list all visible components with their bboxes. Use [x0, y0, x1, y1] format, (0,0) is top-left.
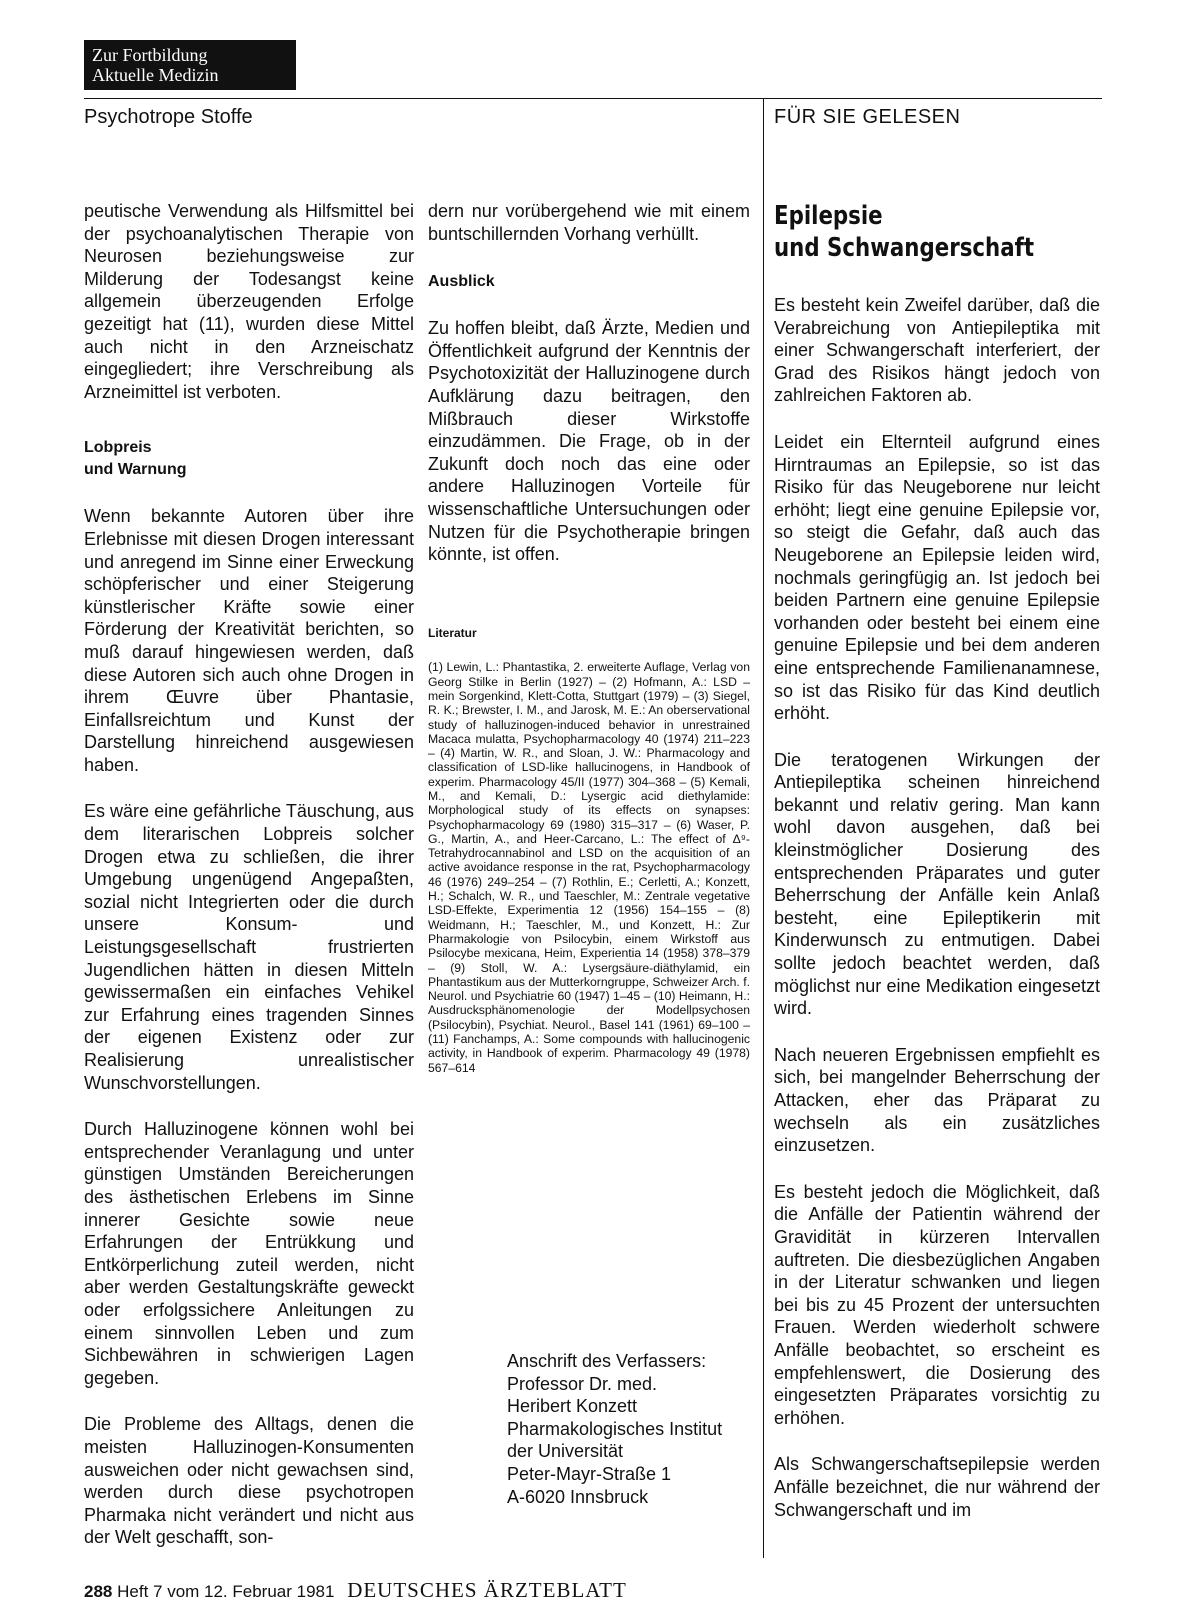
paragraph: Als Schwangerschaftsepilepsie werden Anfälle bezeichnet, die nur während der Schwangerschaft und im — [774, 1454, 1100, 1520]
section-badge — [84, 40, 296, 90]
paragraph: Es besteht kein Zweifel darüber, daß die Verabreichung von Antiepileptika mit einer Schwangerschaft interferiert, der Grad des Risikos hängt jedoch von zahlreichen Faktoren ab. — [774, 295, 1100, 406]
badge-line-1: Zur Fortbildung — [92, 45, 208, 65]
issue-info: Heft 7 vom 12. Februar 1981 — [117, 1582, 335, 1601]
references-list: (1) Lewin, L.: Phantastika, 2. erweiterte Auflage, Verlag von Georg Stilke in Berlin (1927) – (2) Hofmann, A.: LSD – mein Sorgenkind, Klett-Cotta, Stuttgart (1979) – (3) Siegel, R. K.; Brewster, I. M., and Jarosk, M. E.: An oberservational study of halluzinogen-induced behavior in unrestrained Macaca mulatta, Psychopharmacology 40 (1974) 211–223 – (4) Martin, W. R., and Sloan, J. W.: Pharmacology and classification of LSD-like hallucinogens, in Handbook of experim. Pharmacology 45/II (1977) 304–368 – (5) Kemali, M., and Kemali, D.: Lysergic acid diethylamide: Morphological study of its effects on synapses: Psychopharmacology 69 (1980) 315–317 – (6) Waser, P. G., Martin, A., and Heer-Carcano, L.: The effect of Δ⁹-Tetrahydrocannabinol and LSD on the acquisition of an active avoidance response in the rat, Psychopharmacology 46 (1976) 249–254 – (7) Rothlin, E.; Cerletti, A.; Konzett, H.; Schalch, W. R., und Taeschler, M.: Zentrale vegetative LSD-Effekte, Experimentia 12 (1956) 154–155 – (8) Weidmann, H.; Taeschler, M., und Konzett, H.: Zur Pharmakologie von Psilocybin, einem Wirkstoff aus Psilocybe mexicana, Heim, Experientia 14 (1958) 378–379 – (9) Stoll, W. A.: Lysergsäure-diäthylamid, ein Phantastikum aus der Mutterkorngruppe, Schweizer Arch. f. Neurol. und Psychiatrie 60 (1947) 1–45 – (10) Heimann, H.: Ausdrucksphänomenologie der Modellpsychosen (Psilocybin), Psychiat. Neurol., Basel 141 (1961) 69–100 – (11) Fanchamps, A.: Some compounds with hallucinogenic activity, in Handbook of experim. Pharmacology 49 (1978) 567–614 — [428, 660, 750, 1075]
paragraph: Wenn bekannte Autoren über ihre Erlebnisse mit diesen Drogen interessant und anregend im Sinne einer Erweckung schöpferischer und einer Steigerung künstlerischer Kräfte sowie einer Förderung der Kreativität berichten, so muß darauf hingewiesen werden, daß diese Autoren sich auch ohne Drogen in ihrem Œuvre über Phantasie, Einfallsreichtum und Kunst der Darstellung hinreichend ausgewiesen haben. — [84, 506, 414, 775]
title-line: und Schwangerschaft — [774, 233, 1035, 263]
page-number: 288 — [84, 1582, 113, 1601]
paragraph: peutische Verwendung als Hilfsmittel bei der psychoanalytischen Therapie von Neurosen beziehungsweise zur Milderung der Todesangst keine allgemein überzeugenden Erfolge gezeitigt hat (11), wurden diese Mittel auch nicht in den Arzneischatz eingegliedert; ihre Verschreibung als Arzneimittel ist verboten. — [84, 201, 414, 402]
address-line: Heribert Konzett — [507, 1396, 638, 1417]
column-divider — [763, 98, 764, 1558]
badge-line-2: Aktuelle Medizin — [92, 65, 219, 85]
paragraph: Es besteht jedoch die Möglichkeit, daß die Anfälle der Patientin während der Gravidität in kürzeren Intervallen auftreten. Die diesbezüglichen Angaben in der Literatur schwanken und liegen bei bis zu 45 Prozent der untersuchten Frauen. Werden wiederholt schwere Anfälle beobachtet, so erscheint es empfehlenswert, die Dosierung des eingesetzten Präparates vorsichtig zu erhöhen. — [774, 1181, 1100, 1428]
journal-name: DEUTSCHES ÄRZTEBLATT — [347, 1578, 627, 1602]
paragraph: Zu hoffen bleibt, daß Ärzte, Medien und Öffentlichkeit aufgrund der Kenntnis der Psychotoxizität der Halluzinogene durch Aufklärung dazu beitragen, den Mißbrauch dieser Wirkstoffe einzudämmen. Die Frage, ob in der Zukunft doch noch das eine oder andere Halluzinogen Vorteile für wissenschaftliche Untersuchungen oder Nutzen für die Psychotherapie bringen könnte, ist offen. — [428, 318, 750, 565]
subheading-lobpreis — [84, 437, 414, 481]
paragraph: Durch Halluzinogene können wohl bei entsprechender Veranlagung und unter günstigen Umständen Bereicherungen des ästhetischen Erlebens im Sinne innerer Gesichte sowie neue Erfahrungen der Entrükkung und Entkörperlichung zuteil werden, nicht aber werden Gestaltungskräfte geweckt oder erfolgssichere Anleitungen zu einem sinnvollen Leben und zum Sichbewähren in schwierigen Lagen gegeben. — [84, 1119, 414, 1388]
paragraph: Die teratogenen Wirkungen der Antiepileptika scheinen hinreichend bekannt und relativ gering. Man kann wohl davon ausgehen, daß bei kleinstmöglicher Dosierung des entsprechenden Präparates und guter Beherrschung der Anfälle kein Anlaß besteht, eine Epileptikerin mit Kinderwunsch zu entmutigen. Dabei sollte jedoch beachtet werden, daß möglichst nur eine Medikation eingesetzt wird. — [774, 749, 1100, 1019]
subheading-line: Lobpreis — [84, 439, 152, 457]
article-title — [774, 200, 1041, 264]
header-rule — [84, 98, 1102, 99]
article-column-3 — [774, 200, 1100, 1545]
article-column-2 — [428, 200, 750, 1099]
address-line: Pharmakologisches Institut — [507, 1418, 723, 1439]
title-line: Epilepsie — [774, 201, 883, 231]
address-line: der Universität — [507, 1441, 624, 1462]
section-title-left: Psychotrope Stoffe — [84, 106, 253, 128]
paragraph: Nach neueren Ergebnissen empfiehlt es sich, bei mangelnder Beherrschung der Attacken, eher das Präparat zu wechseln als ein zusätzliches einzusetzen. — [774, 1044, 1100, 1156]
address-line: Peter-Mayr-Straße 1 — [507, 1463, 672, 1484]
paragraph: Es wäre eine gefährliche Täuschung, aus dem literarischen Lobpreis solcher Drogen etwa zu schließen, die ihrer Umgebung ungenügend Angepaßten, sozial nicht Integrierten oder die durch unsere Konsum- und Leistungsgesellschaft frustrierten Jugendlichen hätten in diesen Mitteln gewissermaßen ein einfaches Vehikel zur Erfahrung eines tragenden Sinnes der eigenen Existenz oder zur Realisierung unrealistischer Wunschvorstellungen. — [84, 801, 414, 1093]
subheading-ausblick: Ausblick — [428, 273, 495, 291]
references-heading: Literatur — [428, 625, 477, 640]
paragraph: dern nur vorübergehend wie mit einem buntschillernden Vorhang verhüllt. — [428, 201, 750, 244]
article-column-1 — [84, 200, 414, 1573]
subheading-line: und Warnung — [84, 461, 187, 479]
author-address — [507, 1350, 722, 1508]
page-footer — [84, 1578, 627, 1603]
section-title-right: FÜR SIE GELESEN — [774, 106, 961, 128]
address-line: A-6020 Innsbruck — [507, 1486, 649, 1507]
address-line: Professor Dr. med. — [507, 1373, 658, 1394]
address-line: Anschrift des Verfassers: — [507, 1351, 707, 1371]
paragraph: Leidet ein Elternteil aufgrund eines Hirntraumas an Epilepsie, so ist das Risiko für das Neugeborene nur leicht erhöht; liegt eine genuine Epilepsie vor, so steigt die Gefahr, daß auch das Neugeborene an Epilepsie leiden wird, nochmals geringfügig an. Ist jedoch bei beiden Partnern eine genuine Epilepsie vorhanden oder besteht bei einem eine genuine Epilepsie und bei dem anderen eine entsprechende Familienanamnese, so ist das Risiko für das Kind deutlich erhöht. — [774, 431, 1100, 724]
paragraph: Die Probleme des Alltags, denen die meisten Halluzinogen-Konsumenten ausweichen oder nicht gewachsen sind, werden durch diese psychotropen Pharmaka nicht verändert und nicht aus der Welt geschafft, son- — [84, 1414, 414, 1548]
